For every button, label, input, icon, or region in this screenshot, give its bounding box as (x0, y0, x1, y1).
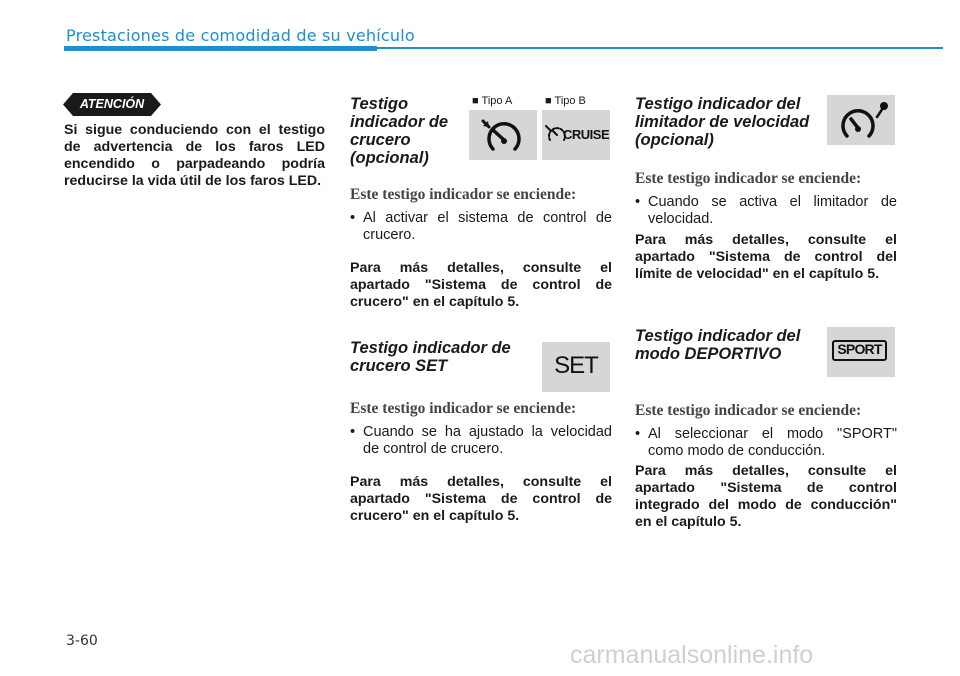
attention-badge (63, 93, 161, 116)
limiter-gauge-icon (827, 95, 895, 145)
cruise-title: Testigo indicador de crucero (opcional) (350, 95, 449, 167)
attention-label: ATENCIÓN (79, 97, 145, 111)
attention-text: Si sigue conduciendo con el testigo de advertencia de los faros LED encendido o parpadeando podría reducirse la vida útil de los faros LED. (64, 122, 325, 189)
page-number: 3-60 (66, 633, 98, 649)
cruise-badge-text: CRUISE (563, 127, 610, 142)
sport-bullet: • Al seleccionar el modo "SPORT" como modo de conducción. (635, 426, 897, 459)
cruise-type-b-icon (542, 110, 610, 160)
cruise-bullet-text: Al activar el sistema de control de crucero. (363, 210, 612, 243)
speed-limiter-icon (827, 95, 895, 145)
sport-title: Testigo indicador del modo DEPORTIVO (635, 327, 801, 363)
limiter-bullet: • Cuando se activa el limitador de velocidad. (635, 194, 897, 227)
cruise-detail: Para más detalles, consulte el apartado "Sistema de control de crucero" en el capítulo 5. (350, 260, 612, 310)
header-rule-thin (377, 47, 943, 49)
cruise-set-icon (542, 342, 610, 392)
header-rule-thick (64, 46, 377, 51)
sport-lead: Este testigo indicador se enciende: (635, 402, 862, 419)
cruise-set-bullet-text: Cuando se ha ajustado la velocidad de control de crucero. (363, 424, 612, 457)
limiter-title: Testigo indicador del limitador de velocidad (opcional) (635, 95, 810, 149)
cruise-lead: Este testigo indicador se enciende: (350, 186, 577, 203)
cruise-set-detail: Para más detalles, consulte el apartado "Sistema de control de crucero" en el capítulo 5. (350, 474, 612, 524)
sport-bullet-text: Al seleccionar el modo "SPORT" como modo de conducción. (648, 426, 897, 459)
cruise-set-lead: Este testigo indicador se enciende: (350, 400, 577, 417)
cruise-set-title: Testigo indicador de crucero SET (350, 339, 511, 375)
limiter-bullet-text: Cuando se activa el limitador de velocidad. (648, 194, 897, 227)
limiter-detail: Para más detalles, consulte el apartado "Sistema de control del límite de velocidad" en el capítulo 5. (635, 232, 897, 282)
cruise-set-bullet: • Cuando se ha ajustado la velocidad de control de crucero. (350, 424, 612, 457)
limiter-lead: Este testigo indicador se enciende: (635, 170, 862, 187)
set-badge-text: SET (554, 352, 598, 379)
type-b-label: ■ Tipo B (545, 95, 586, 107)
watermark: carmanualsonline.info (570, 641, 814, 669)
cruise-type-a-icon (469, 110, 537, 160)
sport-detail: Para más detalles, consulte el apartado "Sistema de control integrado del modo de conducción" en el capítulo 5. (635, 463, 897, 530)
page-header-title: Prestaciones de comodidad de su vehículo (66, 26, 415, 45)
sport-badge-text: SPORT (837, 341, 882, 357)
cruise-bullet: • Al activar el sistema de control de crucero. (350, 210, 612, 243)
sport-mode-icon (827, 327, 895, 377)
speedometer-icon (469, 110, 537, 160)
type-a-label: ■ Tipo A (472, 95, 513, 107)
